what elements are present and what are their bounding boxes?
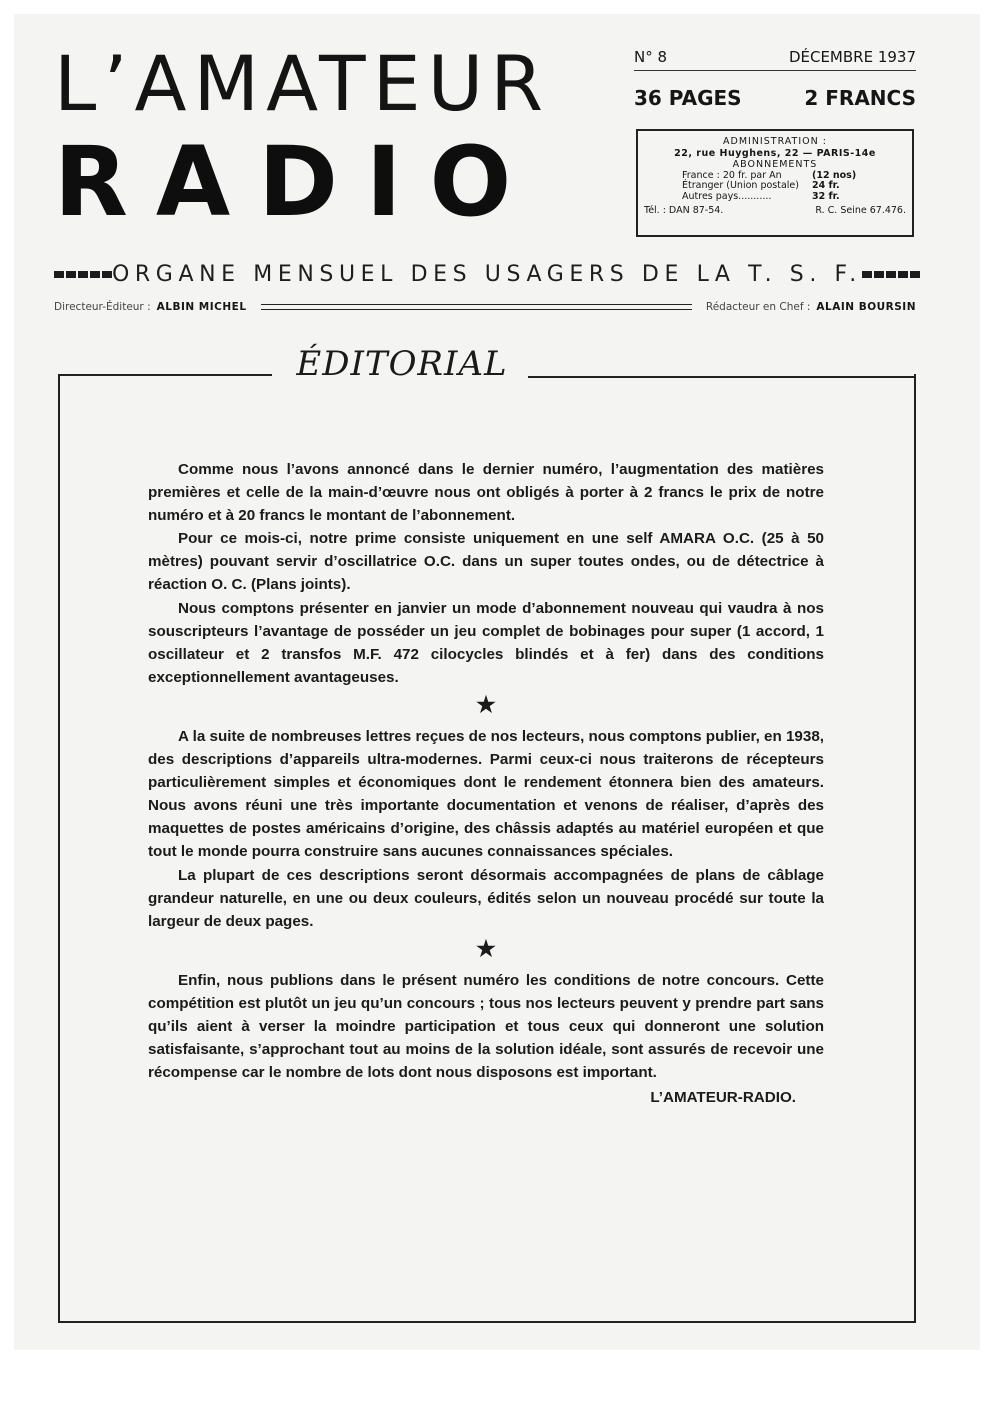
- masthead-title-line1: L’AMATEUR: [54, 39, 551, 128]
- tagline-band: [54, 258, 916, 290]
- subscription-rates: [682, 171, 906, 203]
- editorial-signature: L’AMATEUR-RADIO.: [650, 1089, 796, 1107]
- editorial-paragraph: A la suite de nombreuses lettres reçues de nos lecteurs, nous comptons publier, en 1938, des descriptions d’appareils ultra-modernes. Parmi ceux-ci nous traiterons de récepteurs particulièrement simples et économiques dont le rendement étonnera bien des amateurs. Nous avons réuni une très importante documentation et venons de réaliser, d’après des maquettes de postes américains d’origine, des châssis adaptés au matériel européen et que tout le monde pourra construire sans aucunes connaissances spéciales.: [148, 727, 824, 861]
- abonnements-label: ABONNEMENTS: [732, 159, 818, 170]
- issue-number: N° 8: [634, 48, 668, 66]
- rate-row: France : 20 fr. par An (12 nos): [682, 169, 857, 181]
- frame-top-right-rule: [528, 376, 916, 378]
- decorative-blocks-left: [54, 271, 112, 278]
- editorial-paragraph: Comme nous l’avons annoncé dans le dernier numéro, l’augmentation des matières premières et celle de la main-d’œuvre nous ont obligés à porter à 2 francs le prix de notre numéro et à 20 francs le montant de l’abonnement.: [148, 461, 824, 525]
- staff-line: [54, 298, 916, 316]
- editorial-paragraph: Pour ce mois-ci, notre prime consiste uniquement en une self AMARA O.C. (25 à 50 mètres) pouvant servir d’oscillatrice O.C. dans un super toutes ondes, ou de détectrice à réaction O. C. (Plans joints).: [148, 530, 824, 594]
- editorial-body: [148, 458, 824, 1109]
- rate-row: Autres pays........... 32 fr.: [682, 190, 840, 202]
- decorative-blocks-right: [862, 271, 920, 278]
- star-separator: ★: [476, 691, 496, 717]
- issue-date: DÉCEMBRE 1937: [788, 48, 916, 66]
- price-info: [634, 86, 916, 112]
- star-separator: ★: [476, 935, 496, 961]
- masthead-title-line2: RADIO: [54, 126, 540, 238]
- issue-info: [634, 48, 916, 70]
- administration-label: ADMINISTRATION :: [723, 136, 827, 147]
- frame-top-left-rule: [58, 374, 272, 376]
- director-name: ALBIN MICHEL: [156, 301, 247, 313]
- editorial-paragraph: La plupart de ces descriptions seront désormais accompagnées de plans de câblage grandeur naturelle, en une ou deux couleurs, édités selon un nouveau procédé sur toute la largeur de deux pages.: [148, 866, 824, 930]
- editor-name: ALAIN BOURSIN: [816, 301, 916, 313]
- editorial-paragraph: Nous comptons présenter en janvier un mode d’abonnement nouveau qui vaudra à nos souscripteurs l’avantage de posséder un jeu complet de bobinages pour super (1 accord, 1 oscillateur et 2 transfos M.F. 472 cilocycles blindés et à fer) dans des conditions exceptionnellement avantageuses.: [148, 599, 824, 686]
- editor-label: Rédacteur en Chef :: [705, 301, 811, 313]
- editorial-paragraph: Enfin, nous publions dans le présent numéro les conditions de notre concours. Cette compétition est plutôt un jeu qu’un concours ; tous nos lecteurs peuvent y prendre part sans qu’ils aient à verser la moindre participation et tous ceux qui donneront une solution satisfaisante, s’approchant tout au moins de la solution idéale, sont assurés de recevoir une récompense car le nombre de lots dont nous disposons est important.: [148, 971, 824, 1082]
- registry-number: R. C. Seine 67.476.: [815, 205, 906, 216]
- administration-box: [636, 129, 914, 237]
- issue-divider: [634, 70, 916, 71]
- rate-row: Étranger (Union postale) 24 fr.: [682, 180, 840, 191]
- issue-price: 2 FRANCS: [804, 86, 916, 110]
- admin-footer: [644, 205, 906, 217]
- page-count: 36 PAGES: [634, 86, 742, 110]
- editorial-heading: ÉDITORIAL: [296, 344, 508, 384]
- telephone: Tél. : DAN 87-54.: [644, 205, 724, 216]
- administration-address: 22, rue Huyghens, 22 — PARIS-14e: [674, 147, 876, 159]
- director-label: Directeur-Éditeur :: [54, 301, 151, 313]
- tagline: ORGANE MENSUEL DES USAGERS DE LA T. S. F.: [112, 261, 862, 287]
- staff-rule: [261, 304, 692, 310]
